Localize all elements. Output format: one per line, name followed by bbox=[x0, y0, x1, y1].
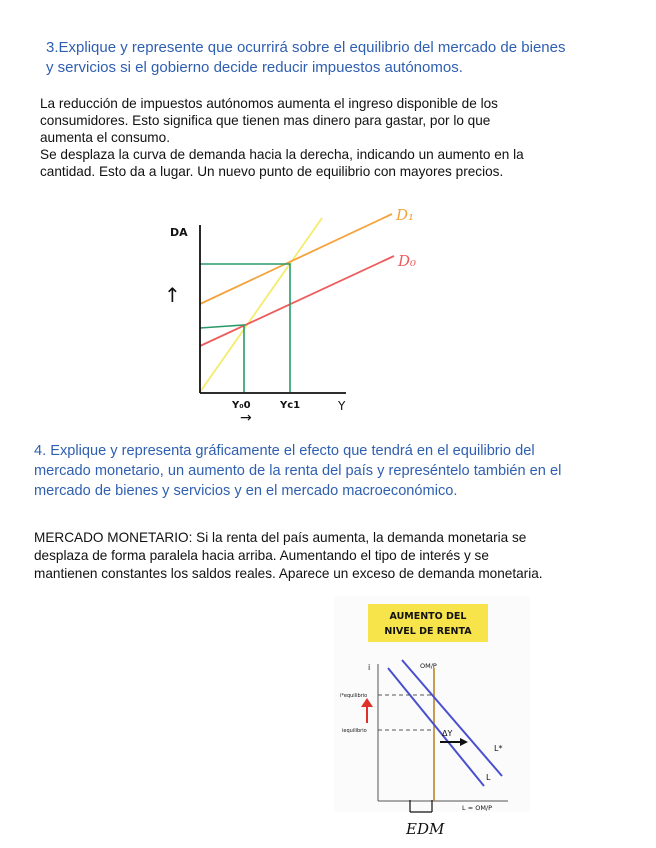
question-4-line: mercado monetario, un aumento de la renta del país y represéntelo también en el bbox=[34, 463, 562, 479]
question-4-line: 4. Explique y representa gráficamente el efecto que tendrá en el equilibrio del bbox=[34, 443, 535, 459]
y0-label: Y₀0 bbox=[232, 400, 251, 411]
answer-4-line: mantienen constantes los saldos reales. Aparece un exceso de demanda monetaria. bbox=[34, 566, 543, 581]
demand-shift-graph bbox=[160, 200, 450, 425]
money-market-graph bbox=[334, 596, 530, 844]
question-4-line: mercado de bienes y servicios y en el mercado macroeconómico. bbox=[34, 483, 458, 499]
answer-3-line: La reducción de impuestos autónomos aumenta el ingreso disponible de los bbox=[40, 96, 498, 111]
edm-label: EDM bbox=[406, 820, 445, 838]
graph-title-line1: AUMENTO DEL bbox=[389, 611, 467, 622]
i-star-label: i*equilibrio bbox=[340, 693, 368, 699]
answer-3-line: aumenta el consumo. bbox=[40, 130, 170, 145]
question-3-line: 3.Explique y represente que ocurrirá sobre el equilibrio del mercado de bienes bbox=[46, 39, 566, 56]
answer-4 bbox=[34, 529, 644, 583]
answer-3 bbox=[40, 95, 635, 180]
l-star-label: L* bbox=[494, 744, 503, 753]
i-axis-label: i bbox=[368, 663, 371, 672]
answer-3-line: consumidores. Esto significa que tienen mas dinero para gastar, por lo que bbox=[40, 113, 491, 128]
x-axis-label: Y bbox=[338, 399, 346, 413]
answer-3-line: cantidad. Esto da a lugar. Un nuevo punto de equilibrio con mayores precios. bbox=[40, 164, 504, 179]
bottom-axis-label: L = OM/P bbox=[462, 804, 493, 812]
y-axis-label: DA bbox=[170, 226, 188, 239]
question-3-line: y servicios si el gobierno decide reducir impuestos autónomos. bbox=[46, 59, 463, 76]
y1-label: Yc1 bbox=[280, 400, 301, 411]
up-arrow: ↑ bbox=[164, 283, 181, 307]
diagonal-line bbox=[200, 218, 322, 392]
d0-label: D₀ bbox=[398, 252, 417, 270]
money-supply-label: OM/P bbox=[420, 662, 437, 670]
i-eq-label: iequilibrio bbox=[342, 728, 367, 734]
delta-y-label: ΔY bbox=[442, 729, 453, 738]
l-label: L bbox=[486, 773, 491, 782]
graph-title-line2: NIVEL DE RENTA bbox=[384, 626, 472, 637]
answer-4-line: MERCADO MONETARIO: Si la renta del país aumenta, la demanda monetaria se bbox=[34, 530, 527, 545]
d1-label: D₁ bbox=[396, 206, 415, 224]
question-3 bbox=[46, 38, 636, 78]
d1-curve bbox=[200, 214, 392, 304]
d0-curve bbox=[200, 256, 394, 346]
answer-4-line: desplaza de forma paralela hacia arriba. Aumentando el tipo de interés y se bbox=[34, 548, 489, 563]
answer-3-line: Se desplaza la curva de demanda hacia la derecha, indicando un aumento en la bbox=[40, 147, 524, 162]
right-arrow: → bbox=[240, 410, 252, 425]
question-4 bbox=[34, 441, 644, 501]
